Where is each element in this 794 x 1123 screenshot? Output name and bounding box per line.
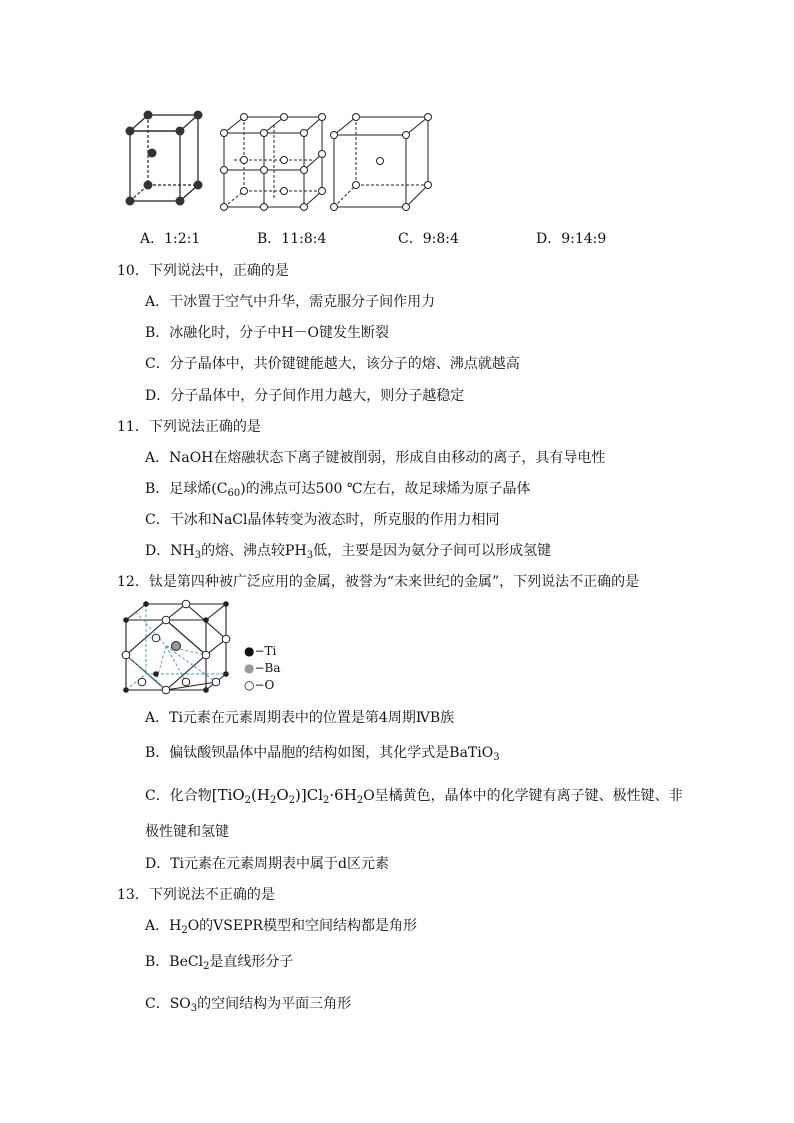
q11-d-text-1: D．NH bbox=[145, 543, 195, 559]
q12-option-c-continued: 极性键和氢键 bbox=[145, 824, 229, 840]
q11-b-sub: 60 bbox=[227, 488, 241, 499]
q12-stem: 12．钛是第四种被广泛应用的金属，被誉为“未来世纪的金属”，下列说法不正确的是 bbox=[117, 574, 640, 590]
q12-c-text-1: C．化合物 bbox=[145, 788, 212, 804]
q11-d-text-3: 低，主要是因为氨分子间可以形成氢键 bbox=[313, 543, 552, 559]
q12-c-s1: 2 bbox=[244, 795, 252, 806]
q11-option-b[interactable] bbox=[145, 478, 531, 499]
q12-c-f4: )]Cl bbox=[295, 786, 324, 804]
q12-c-f2: (H bbox=[251, 786, 270, 804]
q12-c-f5: ·6H bbox=[329, 786, 357, 804]
batio3-unit-cell-figure bbox=[120, 598, 240, 698]
q12-b-sub: 3 bbox=[493, 752, 500, 763]
q11-d-text-2: 的熔、沸点较PH bbox=[201, 543, 307, 559]
q10-option-a[interactable]: A．干冰置于空气中升华，需克服分子间作用力 bbox=[145, 294, 436, 310]
q12-c-s3: 2 bbox=[288, 795, 296, 806]
crystal-figure-2 bbox=[218, 105, 328, 215]
q10-option-b[interactable]: B．冰融化时，分子中H－O键发生断裂 bbox=[145, 325, 389, 341]
q13-b-text-1: B．BeCl bbox=[145, 954, 204, 970]
q10-stem: 10．下列说法中，正确的是 bbox=[117, 263, 289, 279]
q13-b-sub: 2 bbox=[203, 961, 210, 972]
q12-b-text: B．偏钛酸钡晶体中晶胞的结构如图，其化学式是BaTiO bbox=[145, 745, 494, 761]
q13-c-text-1: C．SO bbox=[145, 996, 191, 1012]
q12-option-c[interactable] bbox=[145, 785, 683, 806]
q12-c-text-2: O呈橘黄色，晶体中的化学键有离子键、极性键、非 bbox=[363, 788, 683, 804]
crystal-figure-3 bbox=[330, 105, 440, 215]
q12-c-s2: 2 bbox=[269, 795, 277, 806]
q13-option-a[interactable] bbox=[145, 915, 417, 936]
q11-option-d[interactable] bbox=[145, 540, 551, 561]
q11-b-text-2: )的沸点可达500 ℃左右，故足球烯为原子晶体 bbox=[240, 481, 531, 497]
q13-stem: 13．下列说法不正确的是 bbox=[117, 887, 275, 903]
q12-c-formula bbox=[212, 786, 363, 804]
q13-option-c[interactable] bbox=[145, 993, 351, 1014]
q12-c-f3: O bbox=[276, 786, 289, 804]
q13-a-text-1: A．H bbox=[145, 918, 182, 934]
legend-o: ○−O bbox=[244, 678, 275, 692]
legend-ba: ●−Ba bbox=[244, 661, 281, 675]
q9-option-d[interactable]: D．9:14:9 bbox=[536, 231, 607, 247]
q10-option-d[interactable]: D．分子晶体中，分子间作用力越大，则分子越稳定 bbox=[145, 388, 465, 404]
q12-option-b[interactable] bbox=[145, 742, 500, 763]
q13-option-b[interactable] bbox=[145, 951, 293, 972]
crystal-figure-1 bbox=[120, 105, 200, 215]
q12-c-f1: [TiO bbox=[211, 786, 245, 804]
q12-option-a[interactable]: A．Ti元素在元素周期表中的位置是第4周期ⅣB族 bbox=[145, 710, 455, 726]
q11-option-c[interactable]: C．干冰和NaCl晶体转变为液态时，所克服的作用力相同 bbox=[145, 512, 500, 528]
q13-c-text-2: 的空间结构为平面三角形 bbox=[197, 996, 352, 1012]
q10-option-c[interactable]: C．分子晶体中，共价键键能越大，该分子的熔、沸点就越高 bbox=[145, 356, 520, 372]
q12-c-s5: 2 bbox=[356, 795, 364, 806]
q11-stem: 11．下列说法正确的是 bbox=[117, 419, 261, 435]
q11-d-sub-2: 3 bbox=[306, 550, 314, 561]
q9-option-a[interactable]: A．1:2:1 bbox=[140, 231, 201, 247]
q11-d-sub-1: 3 bbox=[194, 550, 202, 561]
q11-option-a[interactable]: A．NaOH在熔融状态下离子键被削弱，形成自由移动的离子，具有导电性 bbox=[145, 450, 606, 466]
q13-c-sub: 3 bbox=[190, 1003, 198, 1014]
q13-b-text-2: 是直线形分子 bbox=[209, 954, 294, 970]
q11-b-text-1: B．足球烯(C bbox=[145, 481, 228, 497]
legend-ti: ●−Ti bbox=[244, 644, 277, 658]
q12-c-s4: 2 bbox=[323, 795, 330, 806]
q9-option-b[interactable]: B．11:8:4 bbox=[257, 231, 327, 247]
q13-a-sub: 2 bbox=[181, 925, 188, 936]
q9-option-c[interactable]: C．9:8:4 bbox=[398, 231, 459, 247]
q12-option-d[interactable]: D．Ti元素在元素周期表中属于d区元素 bbox=[145, 856, 390, 872]
q13-a-text-2: O的VSEPR模型和空间结构都是角形 bbox=[187, 918, 418, 934]
